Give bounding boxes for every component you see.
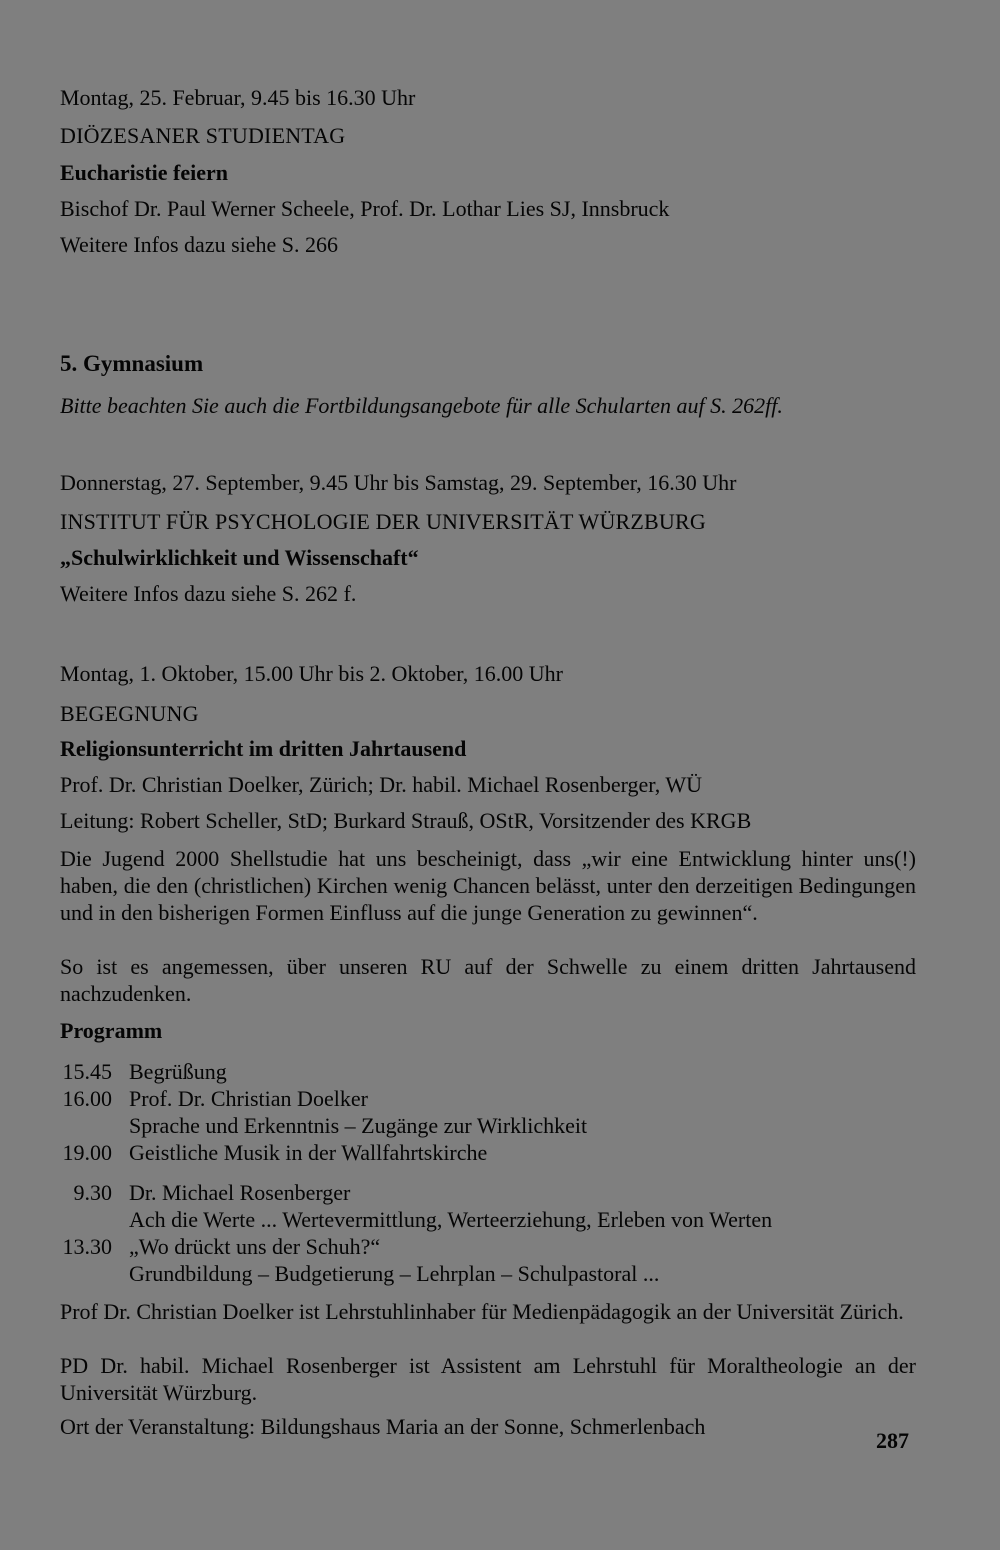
program-time: 9.30 — [73, 1180, 112, 1205]
program-item: Prof. Dr. Christian Doelker — [129, 1086, 368, 1111]
event3-description-2: So ist es angemessen, über unseren RU auf der Schwelle zu einem dritten Jahrtausend nachzudenken. — [60, 954, 916, 1006]
event1-organizer: DIÖZESANER STUDIENTAG — [60, 123, 346, 148]
program-time: 13.30 — [62, 1234, 112, 1259]
program-time: 16.00 — [62, 1086, 112, 1111]
program-item-detail: Ach die Werte ... Wertevermittlung, Werteerziehung, Erleben von Werten — [129, 1207, 773, 1232]
event3-organizer: BEGEGNUNG — [60, 701, 199, 726]
event3-leitung: Leitung: Robert Scheller, StD; Burkard Strauß, OStR, Vorsitzender des KRGB — [60, 808, 752, 833]
section-note: Bitte beachten Sie auch die Fortbildungsangebote für alle Schularten auf S. 262ff. — [60, 393, 783, 418]
event3-description: Die Jugend 2000 Shellstudie hat uns bescheinigt, dass „wir eine Entwicklung hinter uns(!) haben, die den (christlichen) Kirchen wenig Chancen belässt, unter den derzeitigen Bedingungen und in den bisherigen Formen Einfluss auf die junge Generation zu gewinnen“. — [60, 846, 916, 925]
page-number: 287 — [876, 1428, 909, 1453]
event1-speakers: Bischof Dr. Paul Werner Scheele, Prof. Dr. Lothar Lies SJ, Innsbruck — [60, 196, 670, 221]
program-time: 15.45 — [62, 1059, 112, 1084]
event3-date: Montag, 1. Oktober, 15.00 Uhr bis 2. Oktober, 16.00 Uhr — [60, 661, 563, 686]
program-item: Dr. Michael Rosenberger — [129, 1180, 351, 1205]
program-item: Geistliche Musik in der Wallfahrtskirche — [129, 1140, 488, 1165]
program-time: 19.00 — [62, 1140, 112, 1165]
program-item-detail: Grundbildung – Budgetierung – Lehrplan – Schulpastoral ... — [129, 1261, 660, 1286]
program-item: „Wo drückt uns der Schuh?“ — [129, 1234, 381, 1259]
event3-speakers: Prof. Dr. Christian Doelker, Zürich; Dr. habil. Michael Rosenberger, WÜ — [60, 772, 703, 797]
program-heading: Programm — [60, 1018, 163, 1043]
event1-info: Weitere Infos dazu siehe S. 266 — [60, 232, 339, 257]
bio-rosenberger: PD Dr. habil. Michael Rosenberger ist Assistent am Lehrstuhl für Moraltheologie an der Universität Würzburg. — [60, 1353, 916, 1405]
event1-title: Eucharistie feiern — [60, 160, 229, 185]
program-item: Begrüßung — [129, 1059, 227, 1084]
event2-organizer: INSTITUT FÜR PSYCHOLOGIE DER UNIVERSITÄT WÜRZBURG — [60, 509, 706, 534]
event2-title: „Schulwirklichkeit und Wissenschaft“ — [60, 545, 419, 570]
section-heading: 5. Gymnasium — [60, 351, 204, 376]
event2-date: Donnerstag, 27. September, 9.45 Uhr bis Samstag, 29. September, 16.30 Uhr — [60, 470, 737, 495]
event3-title: Religionsunterricht im dritten Jahrtausend — [60, 736, 467, 761]
program-item-detail: Sprache und Erkenntnis – Zugänge zur Wirklichkeit — [129, 1113, 588, 1138]
event1-date: Montag, 25. Februar, 9.45 bis 16.30 Uhr — [60, 85, 416, 110]
event3-location: Ort der Veranstaltung: Bildungshaus Maria an der Sonne, Schmerlenbach — [60, 1414, 706, 1439]
bio-doelker: Prof Dr. Christian Doelker ist Lehrstuhlinhaber für Medienpädagogik an der Universität Zürich. — [60, 1299, 904, 1324]
event2-info: Weitere Infos dazu siehe S. 262 f. — [60, 581, 357, 606]
